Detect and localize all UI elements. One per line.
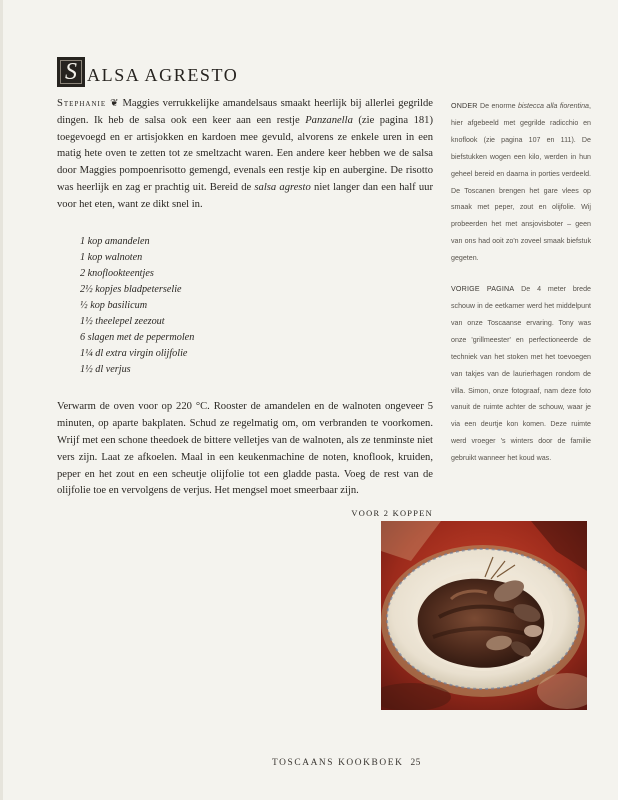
ingredient-item: 1½ theelepel zeezout <box>80 316 165 328</box>
ingredient-item: 1½ dl verjus <box>80 364 131 376</box>
main-column <box>57 96 433 518</box>
caption-text: , hier afgebeeld met gegrilde radicchio en knoflook (zie pagina 107 en 111). De biefstukken wogen een kilo, werden in hun geheel bereid en daarna in porties verdeeld. De Toscanen brengen het gare vlees op smaak met peper, zout en olijfolie. Wij probeerden het met ansjovisboter – geen van ons had ooit zo'n zoveel smaak biefstuk gegeten. <box>451 102 591 263</box>
recipe-title <box>57 57 238 87</box>
footer-book-title: TOSCAANS KOOKBOEK <box>272 758 404 768</box>
intro-author: Stephanie <box>57 98 107 109</box>
ingredient-item: ½ kop basilicum <box>80 299 148 311</box>
intro-paragraph <box>57 96 433 214</box>
intro-text-2: (zie pagina 181) toegevoegd en er artisjokken en kardoen mee gevuld, alvorens ze enkele uren in een matig hete oven te zetten tot ze smeltzacht waren. Een andere keer hebben we de salsa door Maggies pompoenrisotto gemengd, evenals een restje kip en aubergine. De risotto was heerlijk en zag er prachtig uit. Bereid de <box>57 114 433 193</box>
caption-previous-page <box>451 281 591 467</box>
page-number: 25 <box>410 758 421 768</box>
recipe-yield: VOOR 2 KOPPEN <box>351 509 433 519</box>
caption-label: ONDER <box>451 102 478 110</box>
page-footer <box>272 758 421 768</box>
caption-text: De 4 meter brede schouw in de eetkamer werd het middelpunt van onze Toscaanse ervaring. Tony was onze 'grillmeester' en perfectioneerde de techniek van het stoken met het toevoegen van takjes van de laurierhagen rondom de villa. Simon, onze fotograaf, nam deze foto vanuit de ruimte achter de schouw, waar je via een deurtje kon komen. Deze ruimte werd vroeger 's winters door de familie gebruikt wanneer het koud was. <box>451 285 591 463</box>
photo-illustration <box>381 521 587 710</box>
ingredient-item: 1¼ dl extra virgin olijfolie <box>80 348 188 360</box>
ingredient-item: 1 kop amandelen <box>80 235 150 247</box>
intro-italic-1: Panzanella <box>305 114 353 126</box>
title-initial: S <box>57 57 85 87</box>
title-text: ALSA AGRESTO <box>87 64 239 85</box>
caption-italic: bistecca alla fiorentina <box>517 102 589 110</box>
method-paragraph: Verwarm de oven voor op 220 °C. Rooster de amandelen en de walnoten ongeveer 5 minuten, op aparte bakplaten. Schud ze regelmatig om, om verbranden te voorkomen. Wrijf met een schone theedoek de bittere velletjes van de walnoten, als ze tenminste niet vers zijn. Laat ze afkoelen. Maal in een keukenmachine de noten, knoflook, kruiden, peper en het zout en een scheutje olijfolie tot een gladde pasta. Voeg de rest van de olijfolie toe en vervolgens de verjus. Het mengsel moet smeerbaar zijn. <box>57 401 433 497</box>
ingredient-item: 6 slagen met de pepermolen <box>80 332 195 344</box>
ingredient-item: 1 kop walnoten <box>80 251 143 263</box>
caption-label: VORIGE PAGINA <box>451 285 515 294</box>
ingredient-list <box>80 234 433 379</box>
side-captions <box>451 98 591 467</box>
ingredient-item: 2 knoflookteentjes <box>80 267 154 279</box>
intro-text-3: niet langer dan een half uur voor het eten, want ze dikt snel in. <box>57 181 434 210</box>
caption-below <box>451 98 591 267</box>
ingredient-item: 2½ kopjes bladpeterselie <box>80 283 182 295</box>
page-crease <box>0 0 3 800</box>
ivy-leaf-icon: ❦ <box>110 98 119 109</box>
intro-text-1: Maggies verrukkelijke amandelsaus smaakt heerlijk bij allerlei gegrilde dingen. Ik heb de salsa ook een keer aan een restje <box>57 98 433 126</box>
intro-italic-2: salsa agresto <box>254 181 311 193</box>
steak-on-plate-photo <box>381 521 587 710</box>
caption-text: De enorme <box>477 102 518 110</box>
